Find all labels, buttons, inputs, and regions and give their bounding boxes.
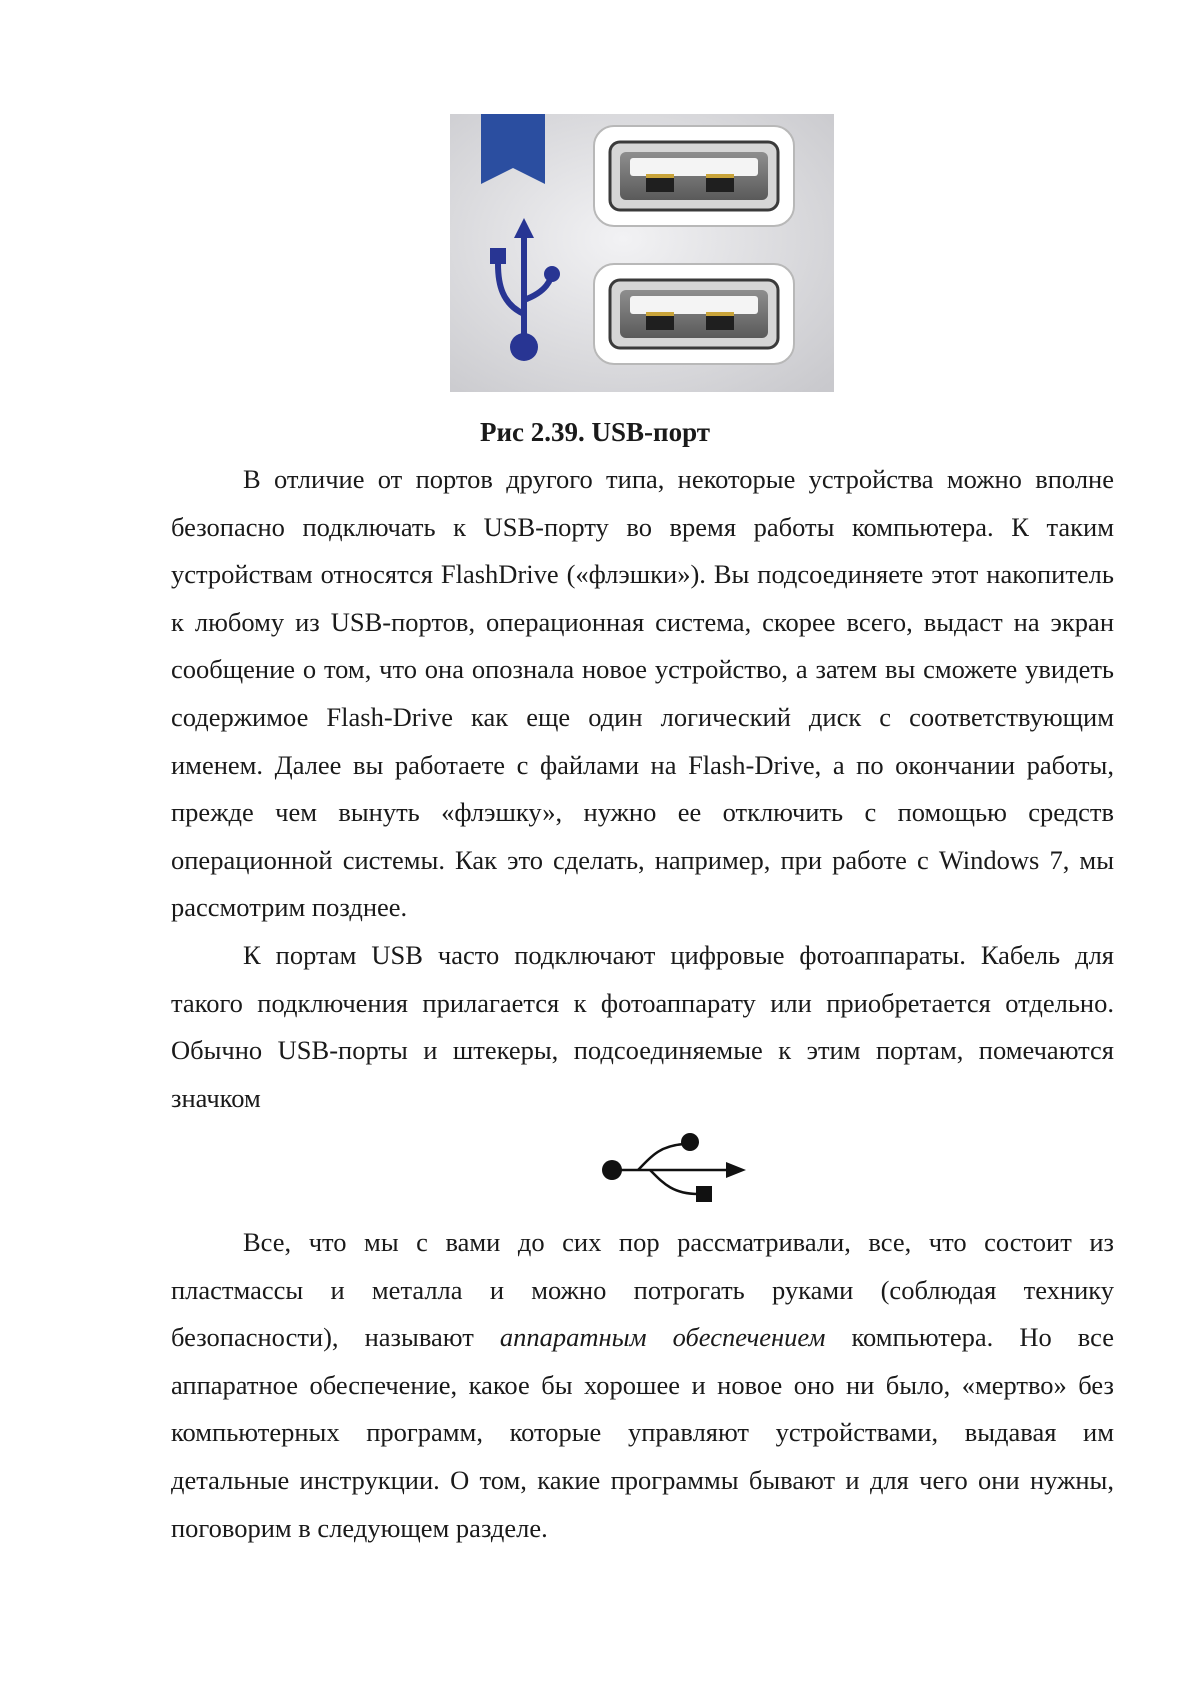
paragraph-3-after: компьютера. Но все аппаратное обеспечение, какое бы хорошее и новое оно ни было, «мертво» без компьютерных программ, которые управляют устройствами, выдавая им детальные инструкции. О том, какие программы бывают и для чего они нужны, поговорим в следующем разделе. bbox=[171, 1322, 1114, 1543]
usb-trident-square bbox=[490, 248, 506, 264]
paragraph-3-before: Все, что мы с вами до сих пор рассматривали, все, что состоит из пластмассы и металла и можно потрогать руками (соблюдая технику безопасности), называют bbox=[171, 1227, 1114, 1353]
usb-trident-base bbox=[510, 333, 538, 361]
usb-symbol-icon bbox=[598, 1128, 758, 1208]
usb-port-bottom bbox=[594, 264, 794, 364]
paragraph-2-text: К портам USB часто подключают цифровые фотоаппараты. Кабель для такого подключения прилагается к фотоаппарату или приобретается отдельно. Обычно USB-порты и штекеры, подсоединяемые к этим портам, помечаются значком bbox=[171, 940, 1114, 1113]
paragraph-2 bbox=[171, 932, 1114, 1122]
usb-trident-dot bbox=[544, 266, 560, 282]
paragraph-1-text: В отличие от портов другого типа, некоторые устройства можно вполне безопасно подключать к USB-порту во время работы компьютера. К таким устройствам относятся FlashDrive («флэшки»). Вы подсоединяете этот накопитель к любому из USB-портов, операционная система, скорее всего, выдаст на экран сообщение о том, что она опознала новое устройство, а затем вы сможете увидеть содержимое Flash-Drive как еще один логический диск с соответствующим именем. Далее вы работаете с файлами на Flash-Drive, а по окончании работы, прежде чем вынуть «флэшку», нужно ее отключить с помощью средств операционной системы. Как это сделать, например, при работе с Windows 7, мы рассмотрим позднее. bbox=[171, 464, 1114, 923]
paragraph-3 bbox=[171, 1219, 1114, 1552]
figure-caption: Рис 2.39. USB-порт bbox=[479, 417, 711, 447]
term-hardware: аппаратным обеспечением bbox=[499, 1322, 826, 1353]
usb-port-photo bbox=[450, 114, 834, 392]
paragraph-1 bbox=[171, 456, 1114, 932]
usb-port-top bbox=[594, 126, 794, 226]
